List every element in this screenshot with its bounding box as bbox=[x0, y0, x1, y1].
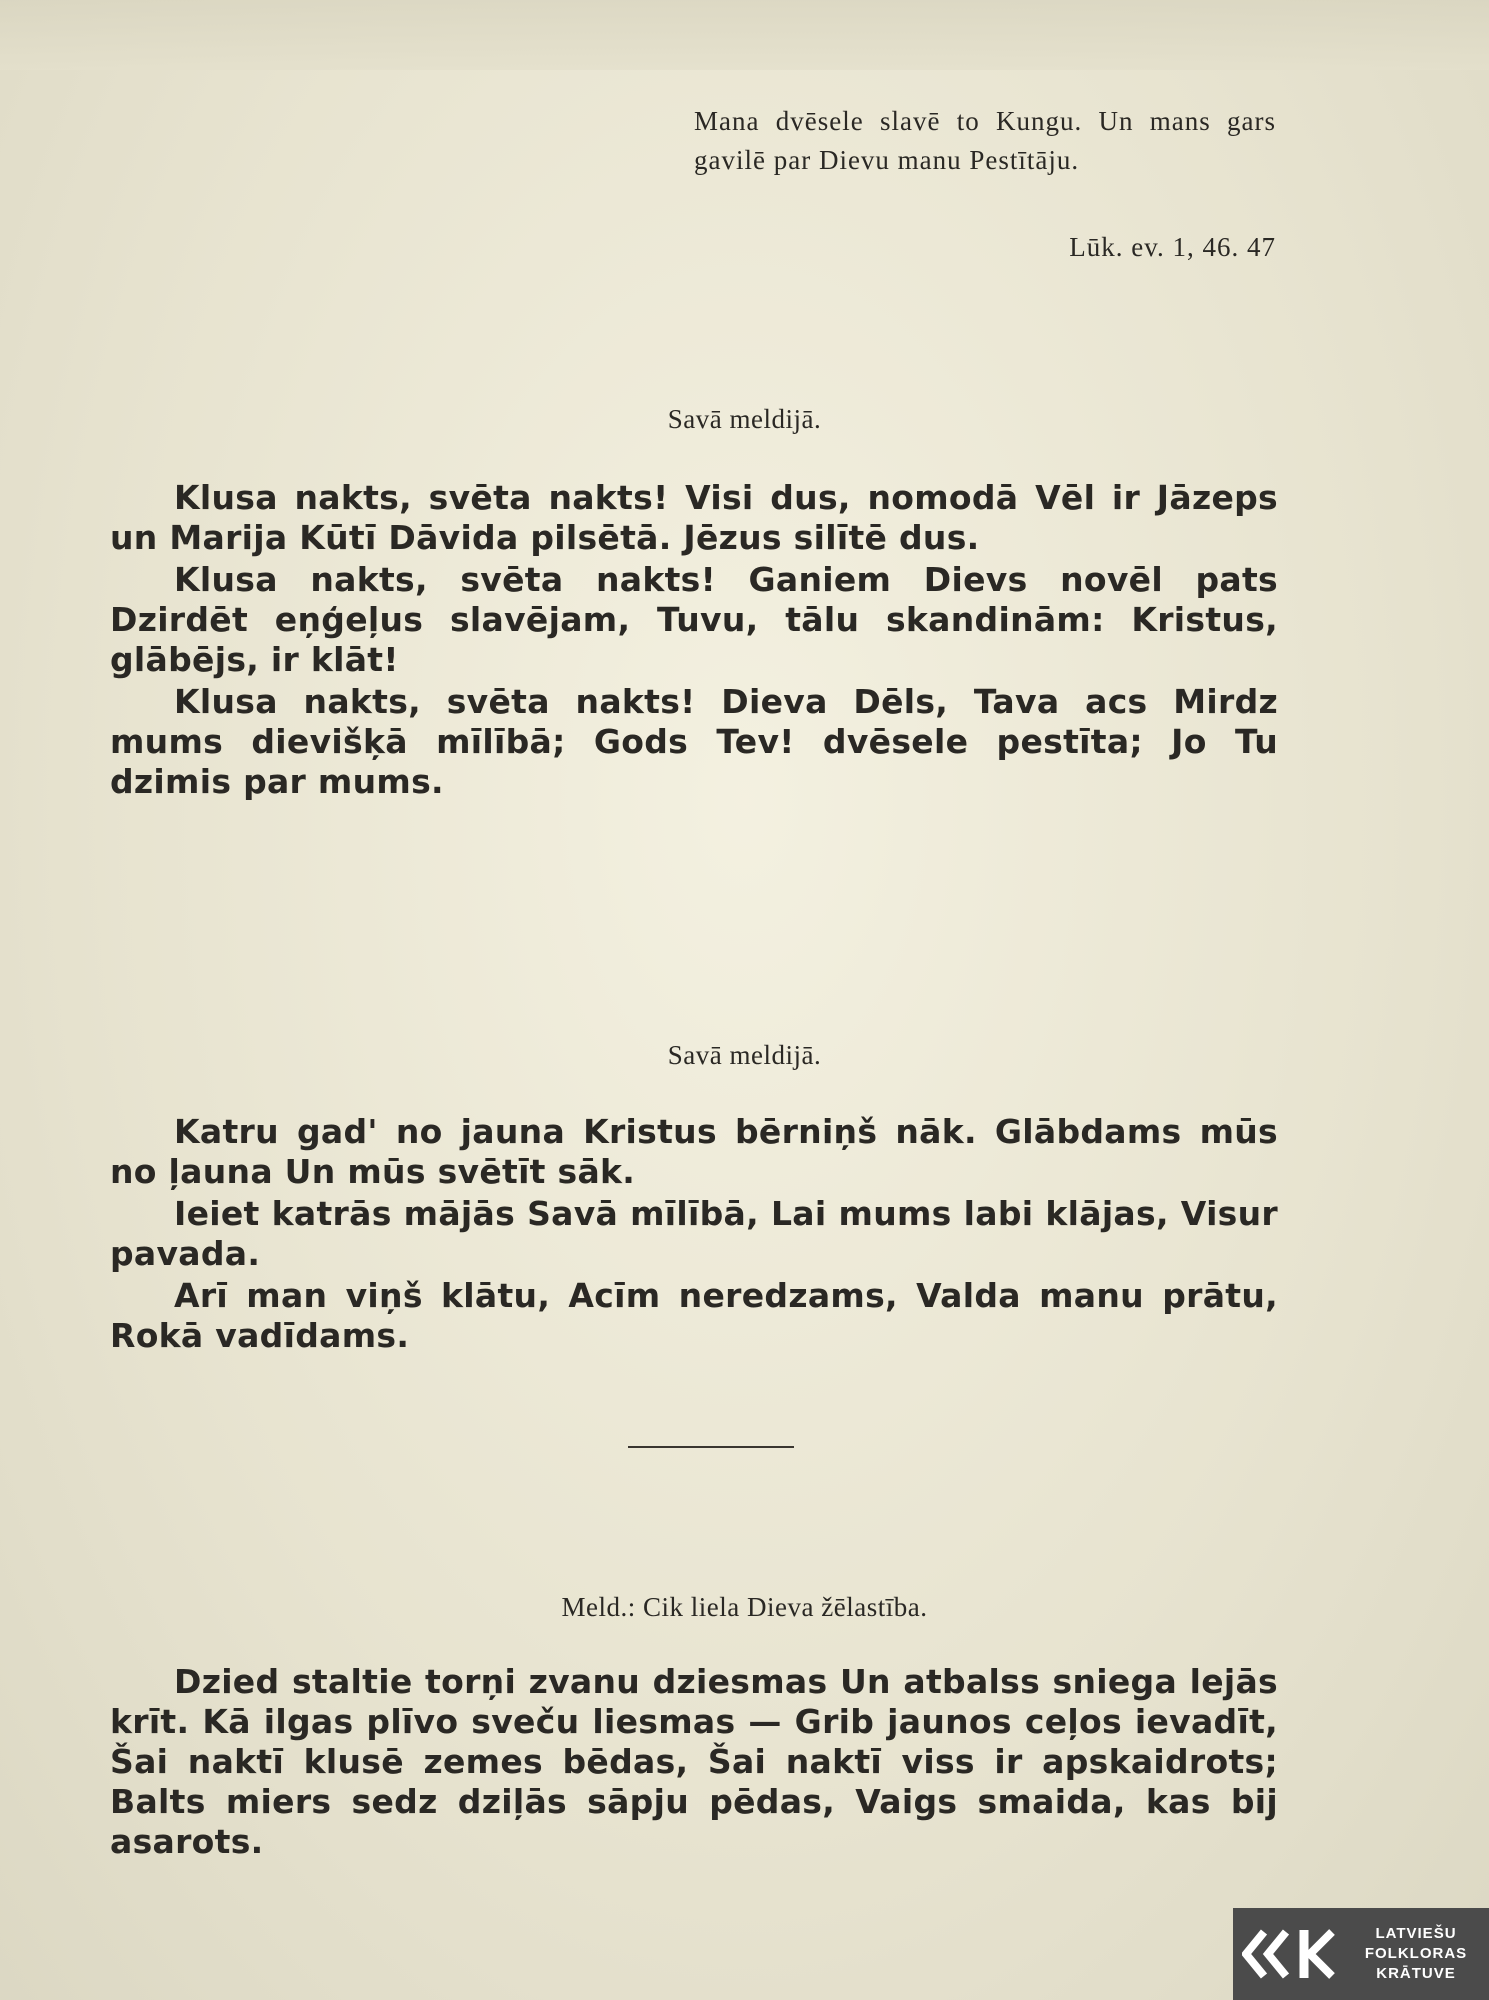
stanza: Katru gad' no jauna Kristus bērniņš nāk. Glābdams mūs no ļauna Un mūs svētīt sāk. bbox=[110, 1112, 1278, 1191]
epigraph: Mana dvēsele slavē to Kungu. Un mans gars gavilē par Dievu manu Pestītāju. bbox=[694, 106, 1276, 175]
stanza: Klusa nakts, svēta nakts! Ganiem Dievs novēl pats Dzirdēt eņģeļus slavējam, Tuvu, tālu skandinām: Kristus, glābējs, ir klāt! bbox=[110, 560, 1278, 679]
song-1-melody: Savā meldijā. bbox=[667, 404, 822, 434]
stanza: Klusa nakts, svēta nakts! Visi dus, nomodā Vēl ir Jāzeps un Marija Kūtī Dāvida pilsētā. Jēzus silītē dus. bbox=[110, 478, 1278, 557]
logo-text bbox=[1351, 1924, 1481, 1984]
logo-line: FOLKLORAS bbox=[1364, 1945, 1468, 1962]
stanza: Arī man viņš klātu, Acīm neredzams, Valda manu prātu, Rokā vadīdams. bbox=[110, 1276, 1278, 1355]
stanza: Dzied staltie torņi zvanu dziesmas Un atbalss sniega lejās krīt. Kā ilgas plīvo sveču liesmas — Grib jaunos ceļos ievadīt, Šai naktī klusē zemes bēdas, Šai naktī viss ir apskaidrots; Balts miers sedz dziļās sāpju pēdas, Vaigs smaida, kas bij asarots. bbox=[110, 1662, 1278, 1861]
lfk-logo-icon bbox=[1233, 1908, 1351, 2000]
song-2 bbox=[110, 1112, 1278, 1358]
stanza: Klusa nakts, svēta nakts! Dieva Dēls, Tava acs Mirdz mums dievišķā mīlībā; Gods Tev! dvēsele pestīta; Jo Tu dzimis par mums. bbox=[110, 682, 1278, 801]
epigraph-reference: Lūk. ev. 1, 46. 47 bbox=[1069, 232, 1276, 262]
archive-logo bbox=[1233, 1908, 1489, 2000]
song-1 bbox=[110, 478, 1278, 804]
stanza: Ieiet katrās mājās Savā mīlībā, Lai mums labi klājas, Visur pavada. bbox=[110, 1194, 1278, 1273]
top-edge bbox=[0, 0, 1489, 70]
section-divider bbox=[628, 1446, 794, 1448]
song-3-melody: Meld.: Cik liela Dieva žēlastība. bbox=[561, 1592, 928, 1622]
logo-line: KRĀTUVE bbox=[1376, 1965, 1456, 1982]
song-3 bbox=[110, 1662, 1278, 1864]
logo-line: LATVIEŠU bbox=[1375, 1925, 1457, 1942]
song-2-melody: Savā meldijā. bbox=[667, 1040, 822, 1070]
